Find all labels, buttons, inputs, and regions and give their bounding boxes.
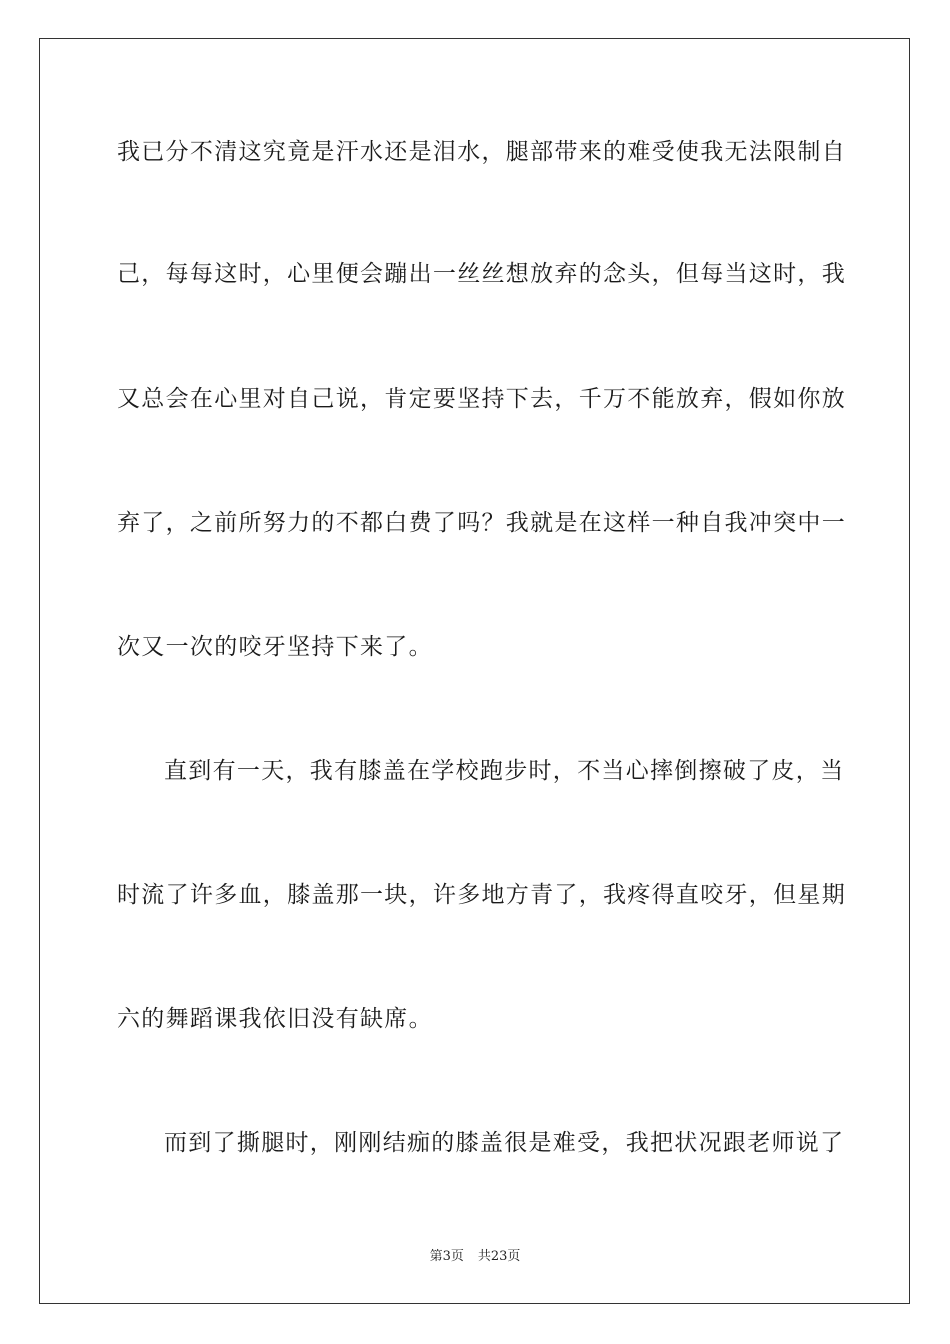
text-line: 六的舞蹈课我依旧没有缺席。 — [117, 1006, 433, 1032]
page-number: 第3页 — [429, 1249, 464, 1264]
page-total: 共23页 — [477, 1249, 521, 1264]
text-line: 我已分不清这究竟是汗水还是泪水，腿部带来的难受使我无法限制自 — [117, 139, 846, 165]
page-footer — [0, 1249, 950, 1265]
paragraph-first-line: 直到有一天，我有膝盖在学校跑步时，不当心摔倒擦破了皮，当 — [164, 758, 845, 784]
text-line: 次又一次的咬牙坚持下来了。 — [117, 634, 433, 660]
page-border — [39, 38, 910, 1304]
text-line: 己，每每这时，心里便会蹦出一丝丝想放弃的念头，但每当这时，我 — [117, 261, 846, 287]
text-line: 弃了，之前所努力的不都白费了吗？我就是在这样一种自我冲突中一 — [117, 510, 846, 536]
text-line: 时流了许多血，膝盖那一块，许多地方青了，我疼得直咬牙，但星期 — [117, 882, 846, 908]
paragraph-first-line: 而到了撕腿时，刚刚结痂的膝盖很是难受，我把状况跟老师说了 — [164, 1130, 845, 1156]
text-line: 又总会在心里对自己说，肯定要坚持下去，千万不能放弃，假如你放 — [117, 386, 846, 412]
